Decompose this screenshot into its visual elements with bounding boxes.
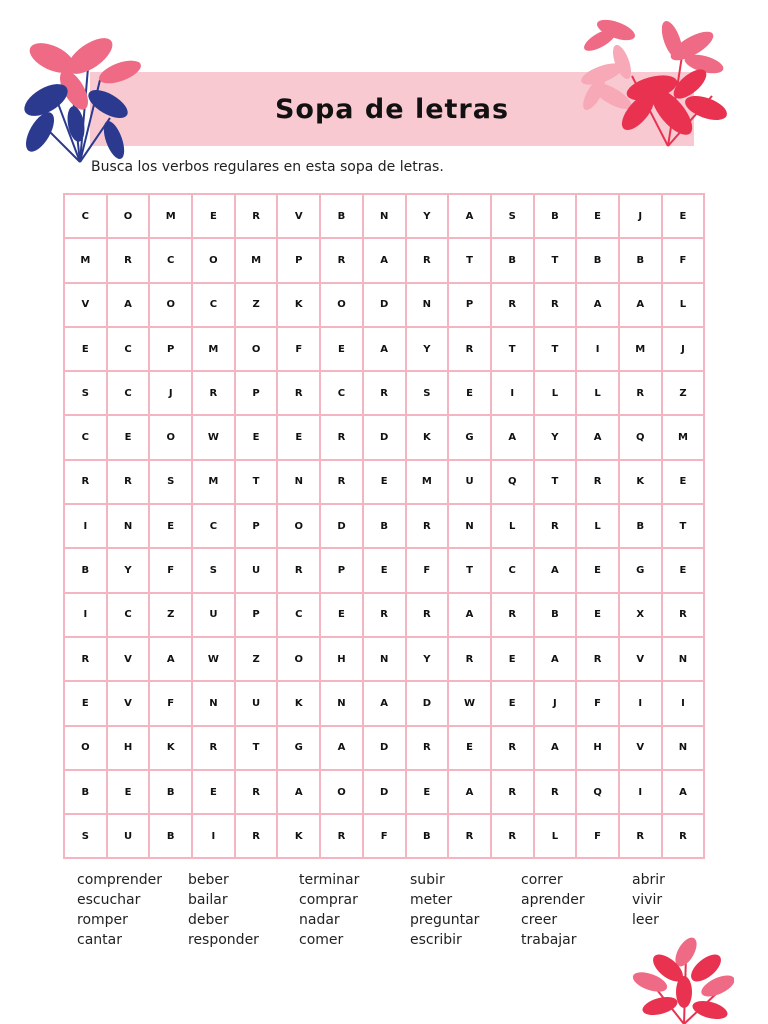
grid-cell: A [448, 593, 491, 637]
grid-cell: P [235, 371, 278, 415]
grid-cell: R [107, 460, 150, 504]
grid-cell: E [320, 593, 363, 637]
grid-cell: P [320, 548, 363, 592]
grid-cell: T [235, 726, 278, 770]
grid-cell: R [64, 460, 107, 504]
grid-cell: B [619, 238, 662, 282]
grid-cell: E [192, 770, 235, 814]
grid-cell: A [576, 283, 619, 327]
grid-cell: E [448, 726, 491, 770]
grid-cell: R [320, 415, 363, 459]
grid-cell: R [491, 814, 534, 858]
grid-cell: M [64, 238, 107, 282]
grid-cell: N [107, 504, 150, 548]
grid-cell: R [107, 238, 150, 282]
grid-cell: T [534, 460, 577, 504]
grid-cell: Y [534, 415, 577, 459]
grid-cell: P [277, 238, 320, 282]
grid-cell: R [363, 371, 406, 415]
grid-cell: J [534, 681, 577, 725]
grid-cell: W [448, 681, 491, 725]
grid-cell: R [235, 814, 278, 858]
grid-cell: L [491, 504, 534, 548]
grid-cell: E [235, 415, 278, 459]
grid-cell: C [277, 593, 320, 637]
grid-cell: L [662, 283, 705, 327]
word-list-item: trabajar [521, 932, 577, 948]
grid-cell: A [534, 726, 577, 770]
grid-cell: S [491, 194, 534, 238]
grid-cell: I [576, 327, 619, 371]
word-list [77, 872, 717, 952]
grid-cell: K [277, 681, 320, 725]
grid-cell: Q [491, 460, 534, 504]
grid-cell: T [448, 238, 491, 282]
grid-cell: R [235, 770, 278, 814]
grid-cell: L [534, 371, 577, 415]
grid-cell: G [277, 726, 320, 770]
grid-cell: A [448, 194, 491, 238]
word-list-item: nadar [299, 912, 340, 928]
grid-cell: N [448, 504, 491, 548]
grid-cell: K [149, 726, 192, 770]
grid-cell: R [619, 814, 662, 858]
word-list-item: deber [188, 912, 229, 928]
grid-cell: F [277, 327, 320, 371]
word-list-item: escuchar [77, 892, 141, 908]
grid-cell: S [192, 548, 235, 592]
grid-cell: T [662, 504, 705, 548]
grid-cell: E [491, 681, 534, 725]
grid-cell: C [107, 327, 150, 371]
grid-cell: F [149, 548, 192, 592]
grid-cell: C [107, 593, 150, 637]
grid-cell: I [64, 504, 107, 548]
grid-cell: M [619, 327, 662, 371]
grid-cell: E [662, 194, 705, 238]
grid-cell: D [320, 504, 363, 548]
grid-cell: T [534, 327, 577, 371]
grid-cell: R [534, 504, 577, 548]
grid-cell: R [448, 327, 491, 371]
grid-cell: V [619, 726, 662, 770]
grid-cell: L [576, 504, 619, 548]
grid-cell: U [448, 460, 491, 504]
grid-cell: R [406, 238, 449, 282]
grid-cell: N [192, 681, 235, 725]
grid-cell: R [64, 637, 107, 681]
word-list-item: comer [299, 932, 344, 948]
grid-cell: V [64, 283, 107, 327]
grid-cell: H [320, 637, 363, 681]
word-list-item: responder [188, 932, 259, 948]
grid-cell: M [192, 460, 235, 504]
grid-cell: A [576, 415, 619, 459]
grid-cell: A [363, 681, 406, 725]
grid-cell: O [64, 726, 107, 770]
grid-cell: R [192, 371, 235, 415]
grid-cell: U [235, 681, 278, 725]
grid-cell: R [406, 593, 449, 637]
grid-cell: N [662, 726, 705, 770]
grid-cell: W [192, 415, 235, 459]
grid-cell: M [235, 238, 278, 282]
grid-cell: F [406, 548, 449, 592]
grid-cell: A [363, 327, 406, 371]
grid-cell: F [662, 238, 705, 282]
grid-cell: E [491, 637, 534, 681]
grid-cell: F [363, 814, 406, 858]
grid-cell: K [619, 460, 662, 504]
grid-cell: D [363, 726, 406, 770]
grid-cell: H [107, 726, 150, 770]
grid-cell: L [534, 814, 577, 858]
grid-cell: E [662, 548, 705, 592]
grid-cell: O [192, 238, 235, 282]
grid-cell: R [491, 770, 534, 814]
grid-cell: N [277, 460, 320, 504]
grid-cell: A [534, 548, 577, 592]
grid-cell: Y [406, 327, 449, 371]
grid-cell: R [406, 504, 449, 548]
grid-cell: O [235, 327, 278, 371]
grid-cell: F [576, 681, 619, 725]
grid-cell: M [406, 460, 449, 504]
grid-cell: I [662, 681, 705, 725]
grid-cell: S [64, 814, 107, 858]
grid-cell: N [363, 194, 406, 238]
grid-cell: A [320, 726, 363, 770]
grid-cell: T [235, 460, 278, 504]
word-list-item: terminar [299, 872, 360, 888]
grid-cell: V [107, 681, 150, 725]
grid-cell: B [149, 814, 192, 858]
plant-illustration-bottom-right [630, 936, 734, 1024]
grid-cell: O [320, 770, 363, 814]
grid-cell: N [406, 283, 449, 327]
grid-cell: E [363, 548, 406, 592]
grid-cell: E [576, 548, 619, 592]
grid-cell: C [149, 238, 192, 282]
grid-cell: I [192, 814, 235, 858]
grid-cell: I [491, 371, 534, 415]
grid-cell: R [406, 726, 449, 770]
grid-cell: C [320, 371, 363, 415]
grid-cell: R [192, 726, 235, 770]
grid-cell: J [619, 194, 662, 238]
grid-cell: E [64, 681, 107, 725]
grid-cell: Z [662, 371, 705, 415]
grid-cell: O [320, 283, 363, 327]
grid-cell: H [576, 726, 619, 770]
grid-cell: E [662, 460, 705, 504]
grid-cell: R [320, 460, 363, 504]
grid-cell: B [149, 770, 192, 814]
grid-cell: S [149, 460, 192, 504]
grid-cell: B [64, 770, 107, 814]
grid-cell: M [192, 327, 235, 371]
grid-cell: A [149, 637, 192, 681]
grid-cell: D [363, 415, 406, 459]
grid-cell: U [235, 548, 278, 592]
grid-cell: R [320, 814, 363, 858]
grid-cell: E [363, 460, 406, 504]
grid-cell: R [662, 593, 705, 637]
grid-cell: B [491, 238, 534, 282]
word-list-item: preguntar [410, 912, 480, 928]
grid-cell: E [576, 593, 619, 637]
word-list-item: meter [410, 892, 453, 908]
grid-cell: A [491, 415, 534, 459]
grid-cell: E [277, 415, 320, 459]
grid-cell: E [107, 770, 150, 814]
grid-cell: I [619, 770, 662, 814]
grid-cell: C [491, 548, 534, 592]
grid-cell: O [277, 637, 320, 681]
grid-cell: R [448, 637, 491, 681]
grid-cell: T [448, 548, 491, 592]
word-list-item: subir [410, 872, 445, 888]
grid-cell: J [149, 371, 192, 415]
grid-cell: Q [619, 415, 662, 459]
grid-cell: N [363, 637, 406, 681]
grid-cell: W [192, 637, 235, 681]
word-list-item: beber [188, 872, 229, 888]
grid-cell: C [192, 283, 235, 327]
grid-cell: R [662, 814, 705, 858]
grid-cell: A [619, 283, 662, 327]
grid-cell: R [576, 460, 619, 504]
grid-cell: V [107, 637, 150, 681]
grid-cell: C [64, 415, 107, 459]
grid-cell: K [406, 415, 449, 459]
grid-cell: R [576, 637, 619, 681]
grid-cell: N [662, 637, 705, 681]
grid-cell: O [149, 415, 192, 459]
word-list-item: leer [632, 912, 659, 928]
grid-cell: Y [406, 194, 449, 238]
grid-cell: R [277, 371, 320, 415]
grid-cell: D [363, 770, 406, 814]
grid-cell: R [491, 283, 534, 327]
grid-cell: E [192, 194, 235, 238]
word-list-item: vivir [632, 892, 663, 908]
word-list-item: creer [521, 912, 558, 928]
grid-cell: B [64, 548, 107, 592]
grid-cell: R [363, 593, 406, 637]
grid-cell: R [534, 283, 577, 327]
grid-cell: X [619, 593, 662, 637]
grid-cell: A [277, 770, 320, 814]
grid-cell: A [662, 770, 705, 814]
grid-cell: R [534, 770, 577, 814]
grid-cell: Z [149, 593, 192, 637]
grid-cell: Z [235, 637, 278, 681]
grid-cell: G [619, 548, 662, 592]
grid-cell: O [107, 194, 150, 238]
grid-cell: P [448, 283, 491, 327]
grid-cell: S [406, 371, 449, 415]
plant-illustration-top-right [572, 16, 732, 150]
grid-cell: A [534, 637, 577, 681]
grid-cell: E [576, 194, 619, 238]
plant-illustration-top-left [12, 28, 142, 164]
page-title: Sopa de letras [274, 93, 510, 125]
word-list-item: correr [521, 872, 563, 888]
grid-cell: T [491, 327, 534, 371]
grid-cell: R [491, 593, 534, 637]
grid-cell: V [277, 194, 320, 238]
word-search-grid [63, 193, 705, 859]
instructions-text: Busca los verbos regulares en esta sopa de letras. [91, 159, 444, 175]
grid-cell: B [576, 238, 619, 282]
word-list-item: aprender [521, 892, 585, 908]
grid-cell: Q [576, 770, 619, 814]
grid-cell: G [448, 415, 491, 459]
grid-cell: C [192, 504, 235, 548]
grid-cell: C [107, 371, 150, 415]
grid-cell: F [576, 814, 619, 858]
grid-cell: F [149, 681, 192, 725]
word-list-item: abrir [632, 872, 665, 888]
word-list-item: escribir [410, 932, 462, 948]
word-list-item: comprender [77, 872, 162, 888]
grid-cell: D [406, 681, 449, 725]
word-list-item: bailar [188, 892, 228, 908]
grid-cell: A [448, 770, 491, 814]
grid-cell: M [149, 194, 192, 238]
grid-cell: U [192, 593, 235, 637]
grid-cell: Y [107, 548, 150, 592]
word-list-item: cantar [77, 932, 122, 948]
grid-cell: R [491, 726, 534, 770]
grid-cell: R [277, 548, 320, 592]
grid-cell: V [619, 637, 662, 681]
grid-cell: I [619, 681, 662, 725]
grid-cell: E [149, 504, 192, 548]
grid-cell: B [619, 504, 662, 548]
grid-cell: K [277, 283, 320, 327]
grid-cell: E [448, 371, 491, 415]
grid-cell: O [149, 283, 192, 327]
grid-cell: B [320, 194, 363, 238]
grid-cell: E [406, 770, 449, 814]
grid-cell: S [64, 371, 107, 415]
grid-cell: J [662, 327, 705, 371]
grid-cell: C [64, 194, 107, 238]
grid-cell: B [534, 194, 577, 238]
grid-cell: P [235, 593, 278, 637]
grid-cell: R [235, 194, 278, 238]
grid-cell: A [107, 283, 150, 327]
grid-cell: E [320, 327, 363, 371]
grid-cell: K [277, 814, 320, 858]
grid-cell: I [64, 593, 107, 637]
grid-cell: U [107, 814, 150, 858]
grid-cell: P [235, 504, 278, 548]
grid-cell: B [363, 504, 406, 548]
grid-cell: P [149, 327, 192, 371]
grid-cell: M [662, 415, 705, 459]
grid-cell: E [107, 415, 150, 459]
grid-cell: O [277, 504, 320, 548]
word-list-item: comprar [299, 892, 358, 908]
grid-cell: L [576, 371, 619, 415]
grid-cell: R [448, 814, 491, 858]
grid-cell: T [534, 238, 577, 282]
grid-cell: R [320, 238, 363, 282]
word-list-item: romper [77, 912, 128, 928]
grid-cell: R [619, 371, 662, 415]
grid-cell: B [534, 593, 577, 637]
grid-cell: D [363, 283, 406, 327]
grid-cell: B [406, 814, 449, 858]
grid-cell: Y [406, 637, 449, 681]
grid-cell: A [363, 238, 406, 282]
grid-cell: N [320, 681, 363, 725]
grid-cell: Z [235, 283, 278, 327]
grid-cell: E [64, 327, 107, 371]
